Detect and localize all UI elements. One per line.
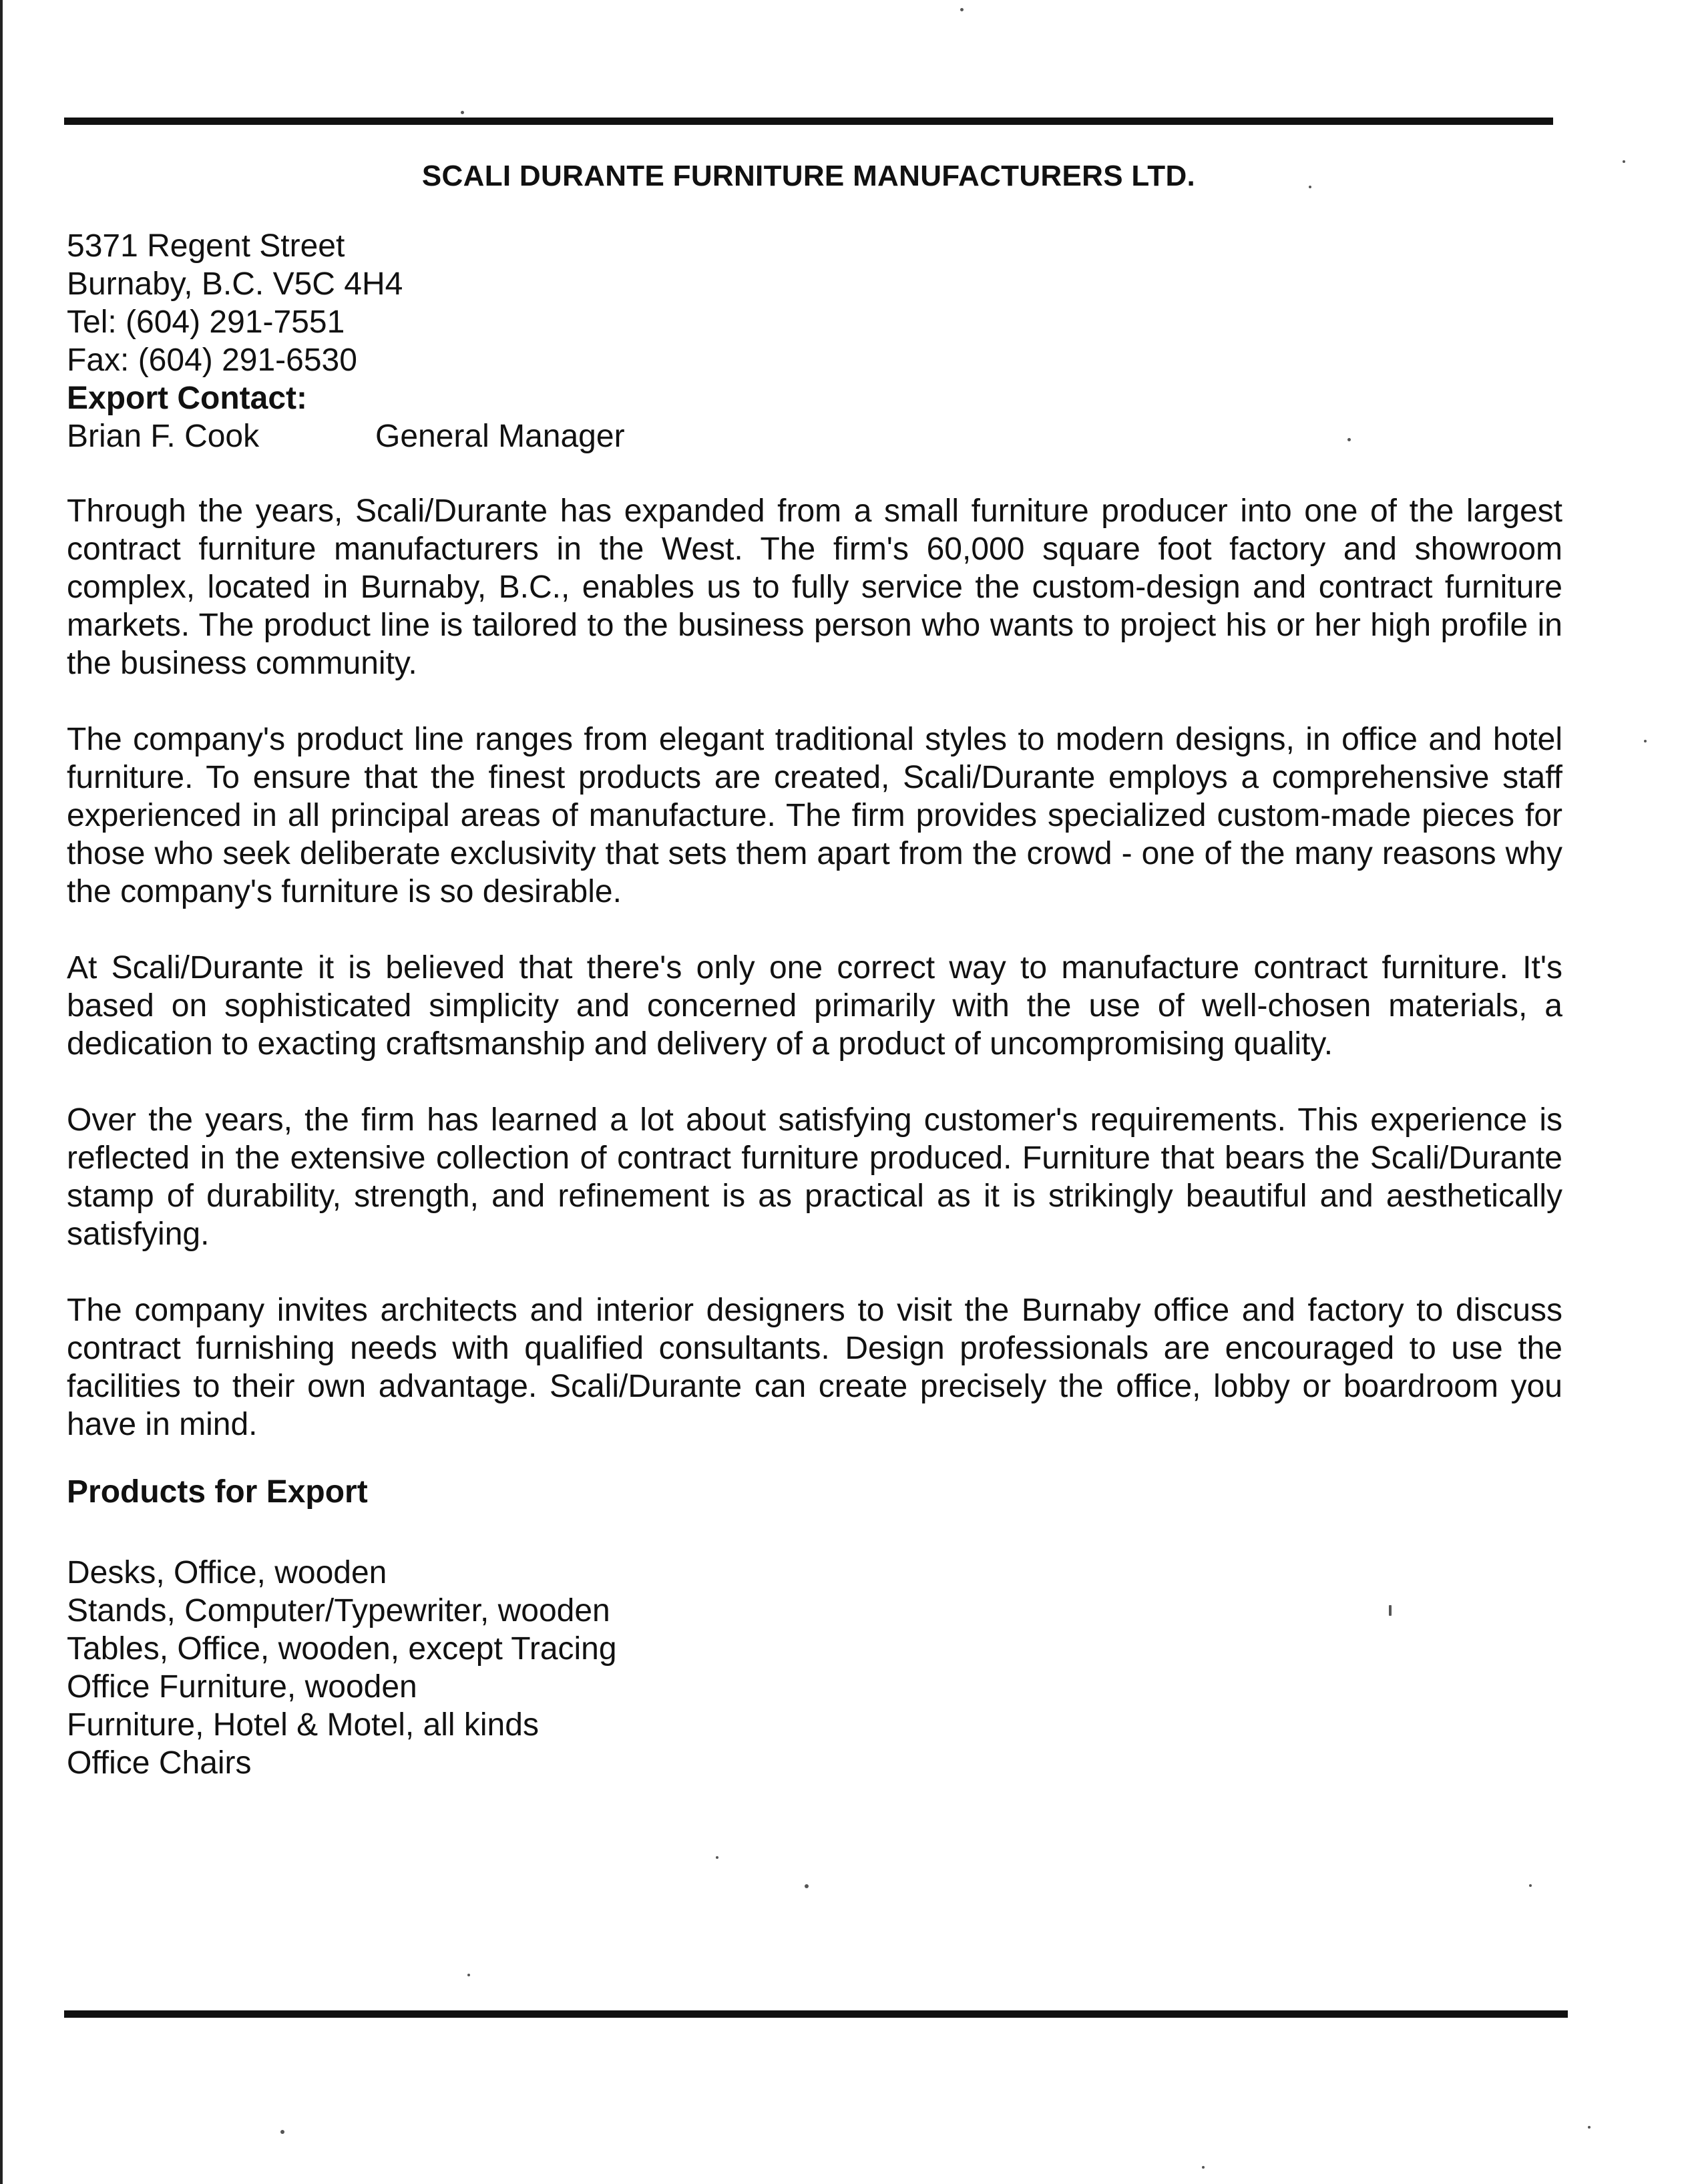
product-item: Tables, Office, wooden, except Tracing [67, 1631, 617, 1667]
contact-name: Brian F. Cook [67, 419, 260, 454]
scan-speck [1347, 438, 1351, 441]
product-item: Office Furniture, wooden [67, 1669, 417, 1705]
product-item: Furniture, Hotel & Motel, all kinds [67, 1707, 539, 1743]
scan-speck [1202, 2166, 1205, 2169]
export-contact-label: Export Contact: [67, 381, 307, 416]
company-description [67, 492, 1562, 1482]
scan-speck [1529, 1884, 1532, 1887]
product-item: Stands, Computer/Typewriter, wooden [67, 1593, 610, 1628]
scan-speck [716, 1856, 718, 1859]
bottom-rule [64, 2010, 1568, 2018]
scan-speck [1644, 740, 1647, 742]
paragraph-philosophy: At Scali/Durante it is believed that there's only one correct way to manufacture contract furniture. It's based on sophisticated simplicity and concerned primarily with the use of well-chosen materials, a dedication to exacting craftsmanship and delivery of a product of uncompromising quality. [67, 950, 1562, 1062]
paragraph-invitation: The company invites architects and interior designers to visit the Burnaby office and factory to discuss contract furnishing needs with qualified consultants. Design professionals are encouraged to use the facilities to their own advantage. Scali/Durante can create precisely the office, lobby or boardroom you have in mind. [67, 1293, 1562, 1442]
scan-speck [1309, 186, 1311, 188]
scan-speck [960, 8, 964, 11]
products-heading: Products for Export [67, 1474, 368, 1510]
product-item: Desks, Office, wooden [67, 1555, 387, 1590]
scan-speck [1389, 1605, 1392, 1616]
scan-speck [467, 1974, 470, 1976]
contact-title: General Manager [375, 419, 625, 454]
scan-speck [280, 2130, 284, 2134]
telephone: Tel: (604) 291-7551 [67, 304, 345, 340]
paragraph-product-line: The company's product line ranges from elegant traditional styles to modern designs, in office and hotel furniture. To ensure that the finest products are created, Scali/Durante employs a comprehensive staff experienced in all principal areas of manufacture. The firm provides specialized custom-made pieces for those who seek deliberate exclusivity that sets them apart from the crowd - one of the many reasons why the company's furniture is so desirable. [67, 722, 1562, 909]
fax: Fax: (604) 291-6530 [67, 343, 357, 378]
scan-speck [1588, 2126, 1591, 2129]
product-item: Office Chairs [67, 1745, 252, 1781]
city-postal: Burnaby, B.C. V5C 4H4 [67, 266, 403, 302]
scan-speck [1623, 160, 1625, 163]
top-rule [64, 118, 1553, 125]
products-list [67, 1554, 617, 1782]
scan-speck [461, 111, 464, 114]
paragraph-experience: Over the years, the firm has learned a lot about satisfying customer's requirements. This experience is reflected in the extensive collection of contract furniture produced. Furniture that bears the Scali/Durante stamp of durability, strength, and refinement is as practical as it is strikingly beautiful and aesthetically satisfying. [67, 1102, 1562, 1252]
paragraph-history: Through the years, Scali/Durante has expanded from a small furniture producer into one of the largest contract furniture manufacturers in the West. The firm's 60,000 square foot factory and showroom complex, located in Burnaby, B.C., enables us to fully service the custom-design and contract furniture markets. The product line is tailored to the business person who wants to project his or her high profile in the business community. [67, 493, 1562, 681]
street-address: 5371 Regent Street [67, 228, 345, 264]
scan-speck [805, 1884, 809, 1888]
contact-block [67, 227, 625, 455]
company-title: SCALI DURANTE FURNITURE MANUFACTURERS LTD. [421, 160, 1196, 192]
export-contact-person [67, 417, 625, 455]
page-left-edge [0, 0, 3, 2184]
